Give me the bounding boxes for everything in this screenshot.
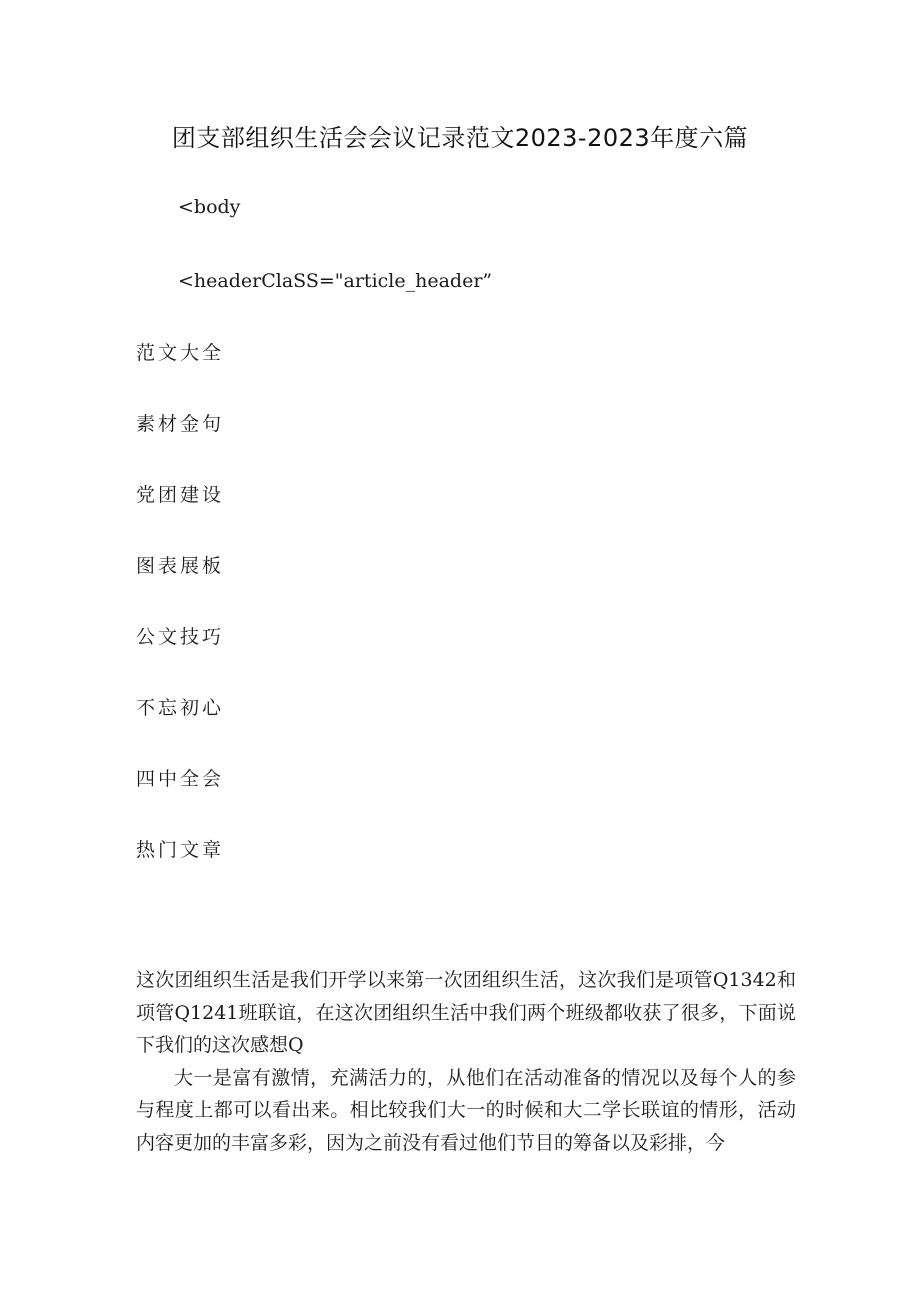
nav-item-fanwen[interactable]: 范文大全: [136, 342, 225, 364]
paragraph: 这次团组织生活是我们开学以来第一次团组织生活，这次我们是项管Q1342和项管Q1241班联谊，在这次团组织生活中我们两个班级都收获了很多，下面说下我们的这次感想Q: [136, 969, 796, 1056]
nav-item-dangtuan[interactable]: 党团建设: [136, 484, 225, 506]
nav-item-tubiao[interactable]: 图表展板: [136, 555, 225, 577]
code-line-body: <body: [178, 196, 241, 218]
nav-item-remen[interactable]: 热门文章: [136, 839, 225, 861]
article-body: [136, 964, 796, 1159]
nav-item-buwang[interactable]: 不忘初心: [136, 697, 225, 719]
code-line-header: <headerClaSS="article_header”: [178, 270, 493, 292]
nav-item-sucai[interactable]: 素材金句: [136, 413, 225, 435]
nav-item-gongwen[interactable]: 公文技巧: [136, 626, 225, 648]
document-title: 团支部组织生活会会议记录范文2023-2023年度六篇: [171, 124, 749, 152]
nav-item-sizhong[interactable]: 四中全会: [136, 768, 225, 790]
paragraph: 大一是富有激情，充满活力的，从他们在活动准备的情况以及每个人的参与程度上都可以看出来。相比较我们大一的时候和大二学长联谊的情形，活动内容更加的丰富多彩，因为之前没有看过他们节目的筹备以及彩排，今: [136, 1066, 796, 1154]
nav-list: [136, 340, 224, 908]
